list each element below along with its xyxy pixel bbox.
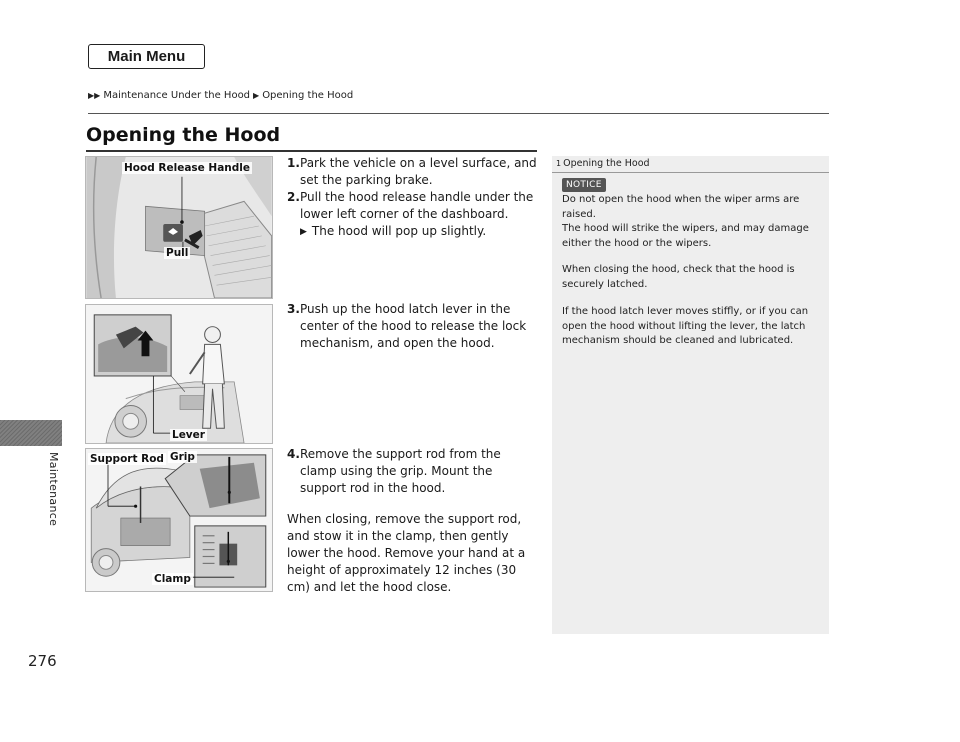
step-text: Push up the hood latch lever in the center of the hood to release the lock mechanism, and open the hood. (300, 302, 527, 350)
notice-text: Do not open the hood when the wiper arms are raised. The hood will strike the wipers, and may damage either the hood or the wipers. (562, 194, 809, 249)
note-title (556, 158, 650, 169)
header-divider (88, 113, 829, 114)
step-number: 1. (287, 156, 300, 170)
title-divider (86, 150, 537, 152)
step-4-block (287, 446, 539, 497)
clamp-label: Clamp (154, 573, 191, 585)
hood-release-handle-figure (85, 156, 273, 299)
step-number: 2. (287, 190, 300, 204)
support-rod-figure (85, 448, 273, 592)
step-4 (287, 446, 539, 497)
note-paragraph-closing: When closing the hood, check that the hood is securely latched. (562, 264, 795, 290)
result-arrow-icon: ▶ (300, 227, 307, 237)
note-marker-icon: 1 (556, 159, 562, 168)
step-number: 4. (287, 447, 300, 461)
hood-release-illustration (86, 157, 272, 298)
breadcrumb (88, 90, 353, 101)
page-title: Opening the Hood (86, 124, 281, 146)
breadcrumb-current[interactable]: Opening the Hood (262, 90, 354, 101)
notice-badge: NOTICE (562, 178, 606, 192)
breadcrumb-arrow-icon: ▶▶ (88, 91, 101, 100)
step-text: Pull the hood release handle under the lower left corner of the dashboard. (300, 190, 534, 221)
support-rod-illustration (86, 449, 272, 591)
step-number: 3. (287, 302, 300, 316)
lever-label: Lever (172, 429, 205, 441)
page-number: 276 (28, 652, 57, 670)
pull-label: Pull (166, 247, 189, 259)
note-paragraph-lubricate: If the hood latch lever moves stiffly, or if you can open the hood without lifting the lever, the latch mechanism should be cleaned and lubricated. (562, 306, 809, 346)
step-3 (287, 301, 539, 352)
breadcrumb-link-maintenance[interactable]: Maintenance Under the Hood (103, 90, 251, 101)
note-title-text: Opening the Hood (563, 158, 650, 169)
hood-latch-illustration (86, 305, 272, 443)
step-1 (287, 155, 539, 189)
step-2-result (287, 223, 539, 241)
result-text: The hood will pop up slightly. (311, 224, 487, 238)
note-box (552, 156, 829, 634)
chapter-tab-label[interactable]: Maintenance (47, 452, 60, 527)
step-2 (287, 189, 539, 223)
hood-release-handle-label: Hood Release Handle (124, 162, 251, 174)
step-3-block (287, 301, 539, 352)
breadcrumb-arrow-icon: ▶ (253, 91, 260, 100)
step-text: Remove the support rod from the clamp using the grip. Mount the support rod in the hood. (300, 447, 501, 495)
steps-1-2 (287, 155, 539, 241)
support-rod-label: Support Rod (90, 453, 164, 465)
main-menu-button[interactable]: Main Menu (88, 44, 205, 69)
chapter-tab-marker (0, 420, 62, 446)
step-text: Park the vehicle on a level surface, and set the parking brake. (300, 156, 537, 187)
hood-latch-lever-figure (85, 304, 273, 444)
closing-instructions: When closing, remove the support rod, and stow it in the clamp, then gently lower the hood. Remove your hand at a height of approximately 12 inches (30 cm) and let the hood close. (287, 512, 526, 594)
note-divider (552, 172, 829, 173)
grip-label: Grip (170, 451, 195, 463)
